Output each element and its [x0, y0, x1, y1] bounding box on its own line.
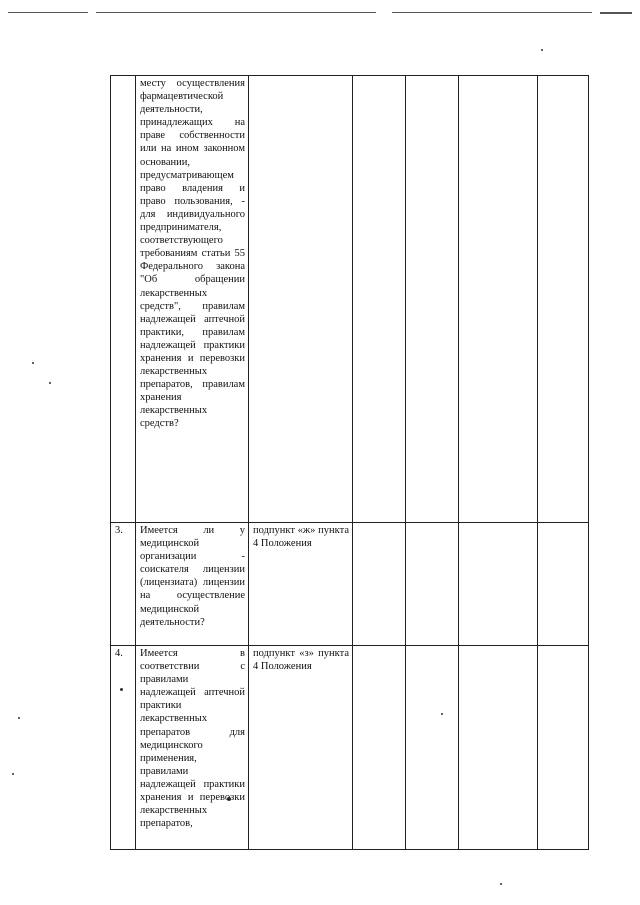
empty-cell — [538, 523, 589, 646]
scan-speck — [541, 49, 543, 51]
header-rule-segment — [392, 12, 592, 13]
empty-cell — [459, 76, 538, 523]
table-row — [111, 523, 589, 646]
empty-cell — [406, 76, 459, 523]
empty-cell — [538, 646, 589, 850]
scan-speck — [49, 382, 51, 384]
row-number — [111, 76, 136, 523]
legal-reference: подпункт «ж» пункта 4 Положения — [249, 523, 353, 646]
requirement-text: Имеется в соответствии с правилами надлежащей аптечной практики лекарственных препаратов для медицинского применения, правилами надлежащей практики хранения и перевозки лекарственных препаратов, — [136, 646, 249, 850]
requirement-text: месту осуществления фармацевтической деятельности, принадлежащих на праве собственности или на ином законном основании, предусматривающем право владения и право пользования, - для индивидуального предпринимателя, соответствующего требованиям статьи 55 Федерального закона "Об обращении лекарственных средств", правилам надлежащей аптечной практики, правилам надлежащей практики хранения и перевозки лекарственных препаратов, правилам хранения лекарственных средств? — [136, 76, 249, 523]
row-number: 4. — [111, 646, 136, 850]
header-rule-segment — [96, 12, 376, 13]
empty-cell — [406, 523, 459, 646]
row-number: 3. — [111, 523, 136, 646]
scan-speck — [12, 773, 14, 775]
empty-cell — [459, 646, 538, 850]
scan-speck — [500, 883, 502, 885]
empty-cell — [353, 646, 406, 850]
empty-cell — [353, 76, 406, 523]
table-row — [111, 76, 589, 523]
legal-reference: подпункт «з» пункта 4 Положения — [249, 646, 353, 850]
empty-cell — [538, 76, 589, 523]
requirement-text: Имеется ли у медицинской организации - соискателя лицензии (лицензиата) лицензии на осуществление медицинской деятельности? — [136, 523, 249, 646]
table-row — [111, 646, 589, 850]
empty-cell — [459, 523, 538, 646]
header-rule-segment — [8, 12, 88, 13]
empty-cell — [406, 646, 459, 850]
checklist-table — [110, 75, 589, 850]
empty-cell — [353, 523, 406, 646]
scan-speck — [18, 717, 20, 719]
legal-reference — [249, 76, 353, 523]
header-rule-segment — [600, 12, 632, 14]
scan-speck — [32, 362, 34, 364]
